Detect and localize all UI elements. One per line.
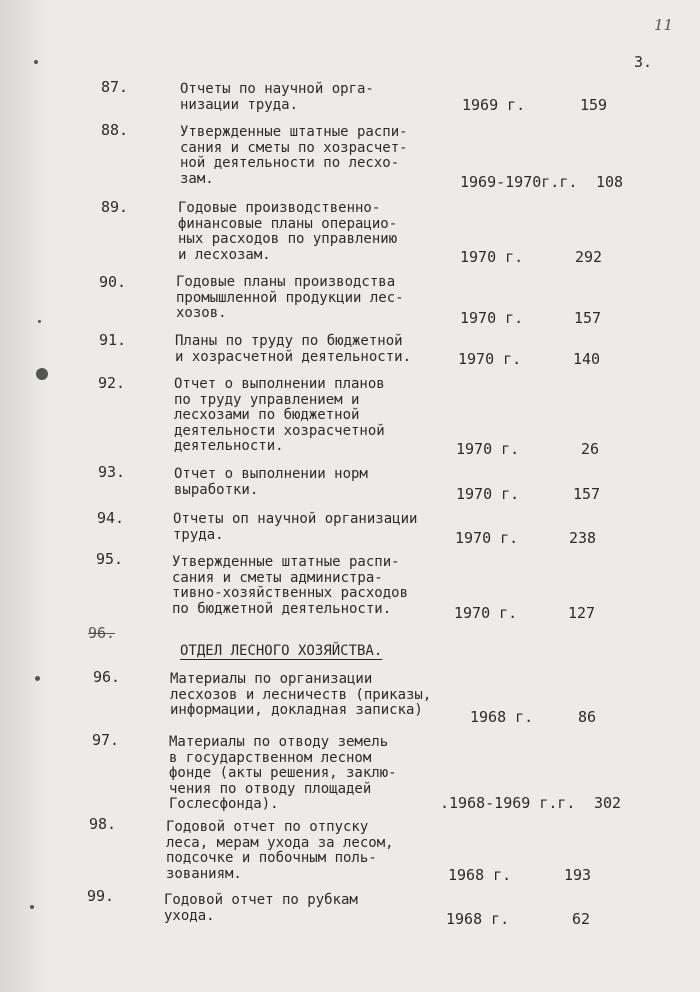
item-title: Отчеты оп научной организации труда. (173, 511, 418, 543)
item-date: 1970 г. (456, 485, 520, 503)
item-title: Годовой отчет по рубкам ухода. (164, 892, 358, 924)
scan-speck (30, 905, 34, 909)
item-count: 26 (581, 440, 600, 458)
item-title: Утвержденные штатные распи- сания и сметы по хозрасчет- ной деятельности по лесхо- зам. (180, 124, 408, 187)
item-title: Планы по труду по бюджетной и хозрасчетной деятельности. (175, 333, 412, 365)
item-title: Материалы по отводу земель в государственном лесном фонде (акты решения, заклю- чения по отводу площадей Гослесфонда). (169, 734, 397, 812)
item-date: 1968 г. (446, 910, 510, 928)
item-title: Материалы по организации лесхозов и лесничеств (приказы, информации, докладная записка) (170, 671, 432, 718)
item-date: 1968 г. (470, 708, 534, 726)
item-number: 93. (98, 463, 126, 481)
item-count: 302 (594, 794, 622, 812)
scan-speck (34, 60, 38, 64)
item-date: 1970 г. (460, 309, 524, 327)
item-count: 157 (573, 485, 601, 503)
item-title: Отчет о выполнении планов по труду управлением и лесхозами по бюджетной деятельности хозрасчетной деятельности. (174, 376, 385, 454)
archive-sheet-number: 11 (654, 16, 674, 34)
item-date: 1968 г. (448, 866, 512, 884)
item-number: 88. (101, 121, 129, 139)
item-date: 1970 г. (454, 604, 518, 622)
item-count: 108 (596, 173, 624, 191)
item-count: 292 (575, 248, 603, 266)
item-number: 97. (92, 731, 120, 749)
section-heading: ОТДЕЛ ЛЕСНОГО ХОЗЯЙСТВА. (180, 643, 383, 659)
item-number: 92. (98, 374, 126, 392)
ink-blot (36, 368, 48, 380)
item-date: 1970 г. (458, 350, 522, 368)
item-count: 140 (573, 350, 601, 368)
item-number: 99. (87, 887, 115, 905)
item-count: 86 (578, 708, 597, 726)
item-title: Отчеты по научной орга- низации труда. (180, 81, 374, 113)
item-title: Годовые производственно- финансовые планы операцио- ных расходов по управлению и лесхозам. (178, 200, 398, 263)
item-number: 95. (96, 550, 124, 568)
item-title: Утвержденные штатные распи- сания и сметы администра- тивно-хозяйственных расходов по бюджетной деятельности. (172, 554, 409, 617)
item-count: 127 (568, 604, 596, 622)
item-count: 193 (564, 866, 592, 884)
item-date: 1969-1970г.г. (460, 173, 578, 191)
item-number: 96. (93, 668, 121, 686)
item-number: 87. (101, 78, 129, 96)
item-date: 1970 г. (456, 440, 520, 458)
item-title: Годовой отчет по отпуску леса, мерам ухода за лесом, подсочке и побочным поль- зованиям. (166, 819, 394, 882)
item-number: 89. (101, 198, 129, 216)
item-count: 157 (574, 309, 602, 327)
scan-speck (35, 676, 40, 681)
item-date: 1970 г. (455, 529, 519, 547)
item-number: 98. (89, 815, 117, 833)
item-number: 94. (97, 509, 125, 527)
item-count: 238 (569, 529, 597, 547)
page-number: 3. (634, 53, 653, 71)
item-date: 1969 г. (462, 96, 526, 114)
item-count: 62 (572, 910, 591, 928)
item-title: Отчет о выполнении норм выработки. (174, 466, 368, 498)
item-count: 159 (580, 96, 608, 114)
scan-speck (38, 320, 41, 323)
item-date: .1968-1969 г.г. (440, 794, 576, 812)
item-title: Годовые планы производства промышленной продукции лес- хозов. (176, 274, 404, 321)
item-number: 90. (99, 273, 127, 291)
crossed-out-number: 96. (88, 624, 116, 642)
item-number: 91. (99, 331, 127, 349)
item-date: 1970 г. (460, 248, 524, 266)
